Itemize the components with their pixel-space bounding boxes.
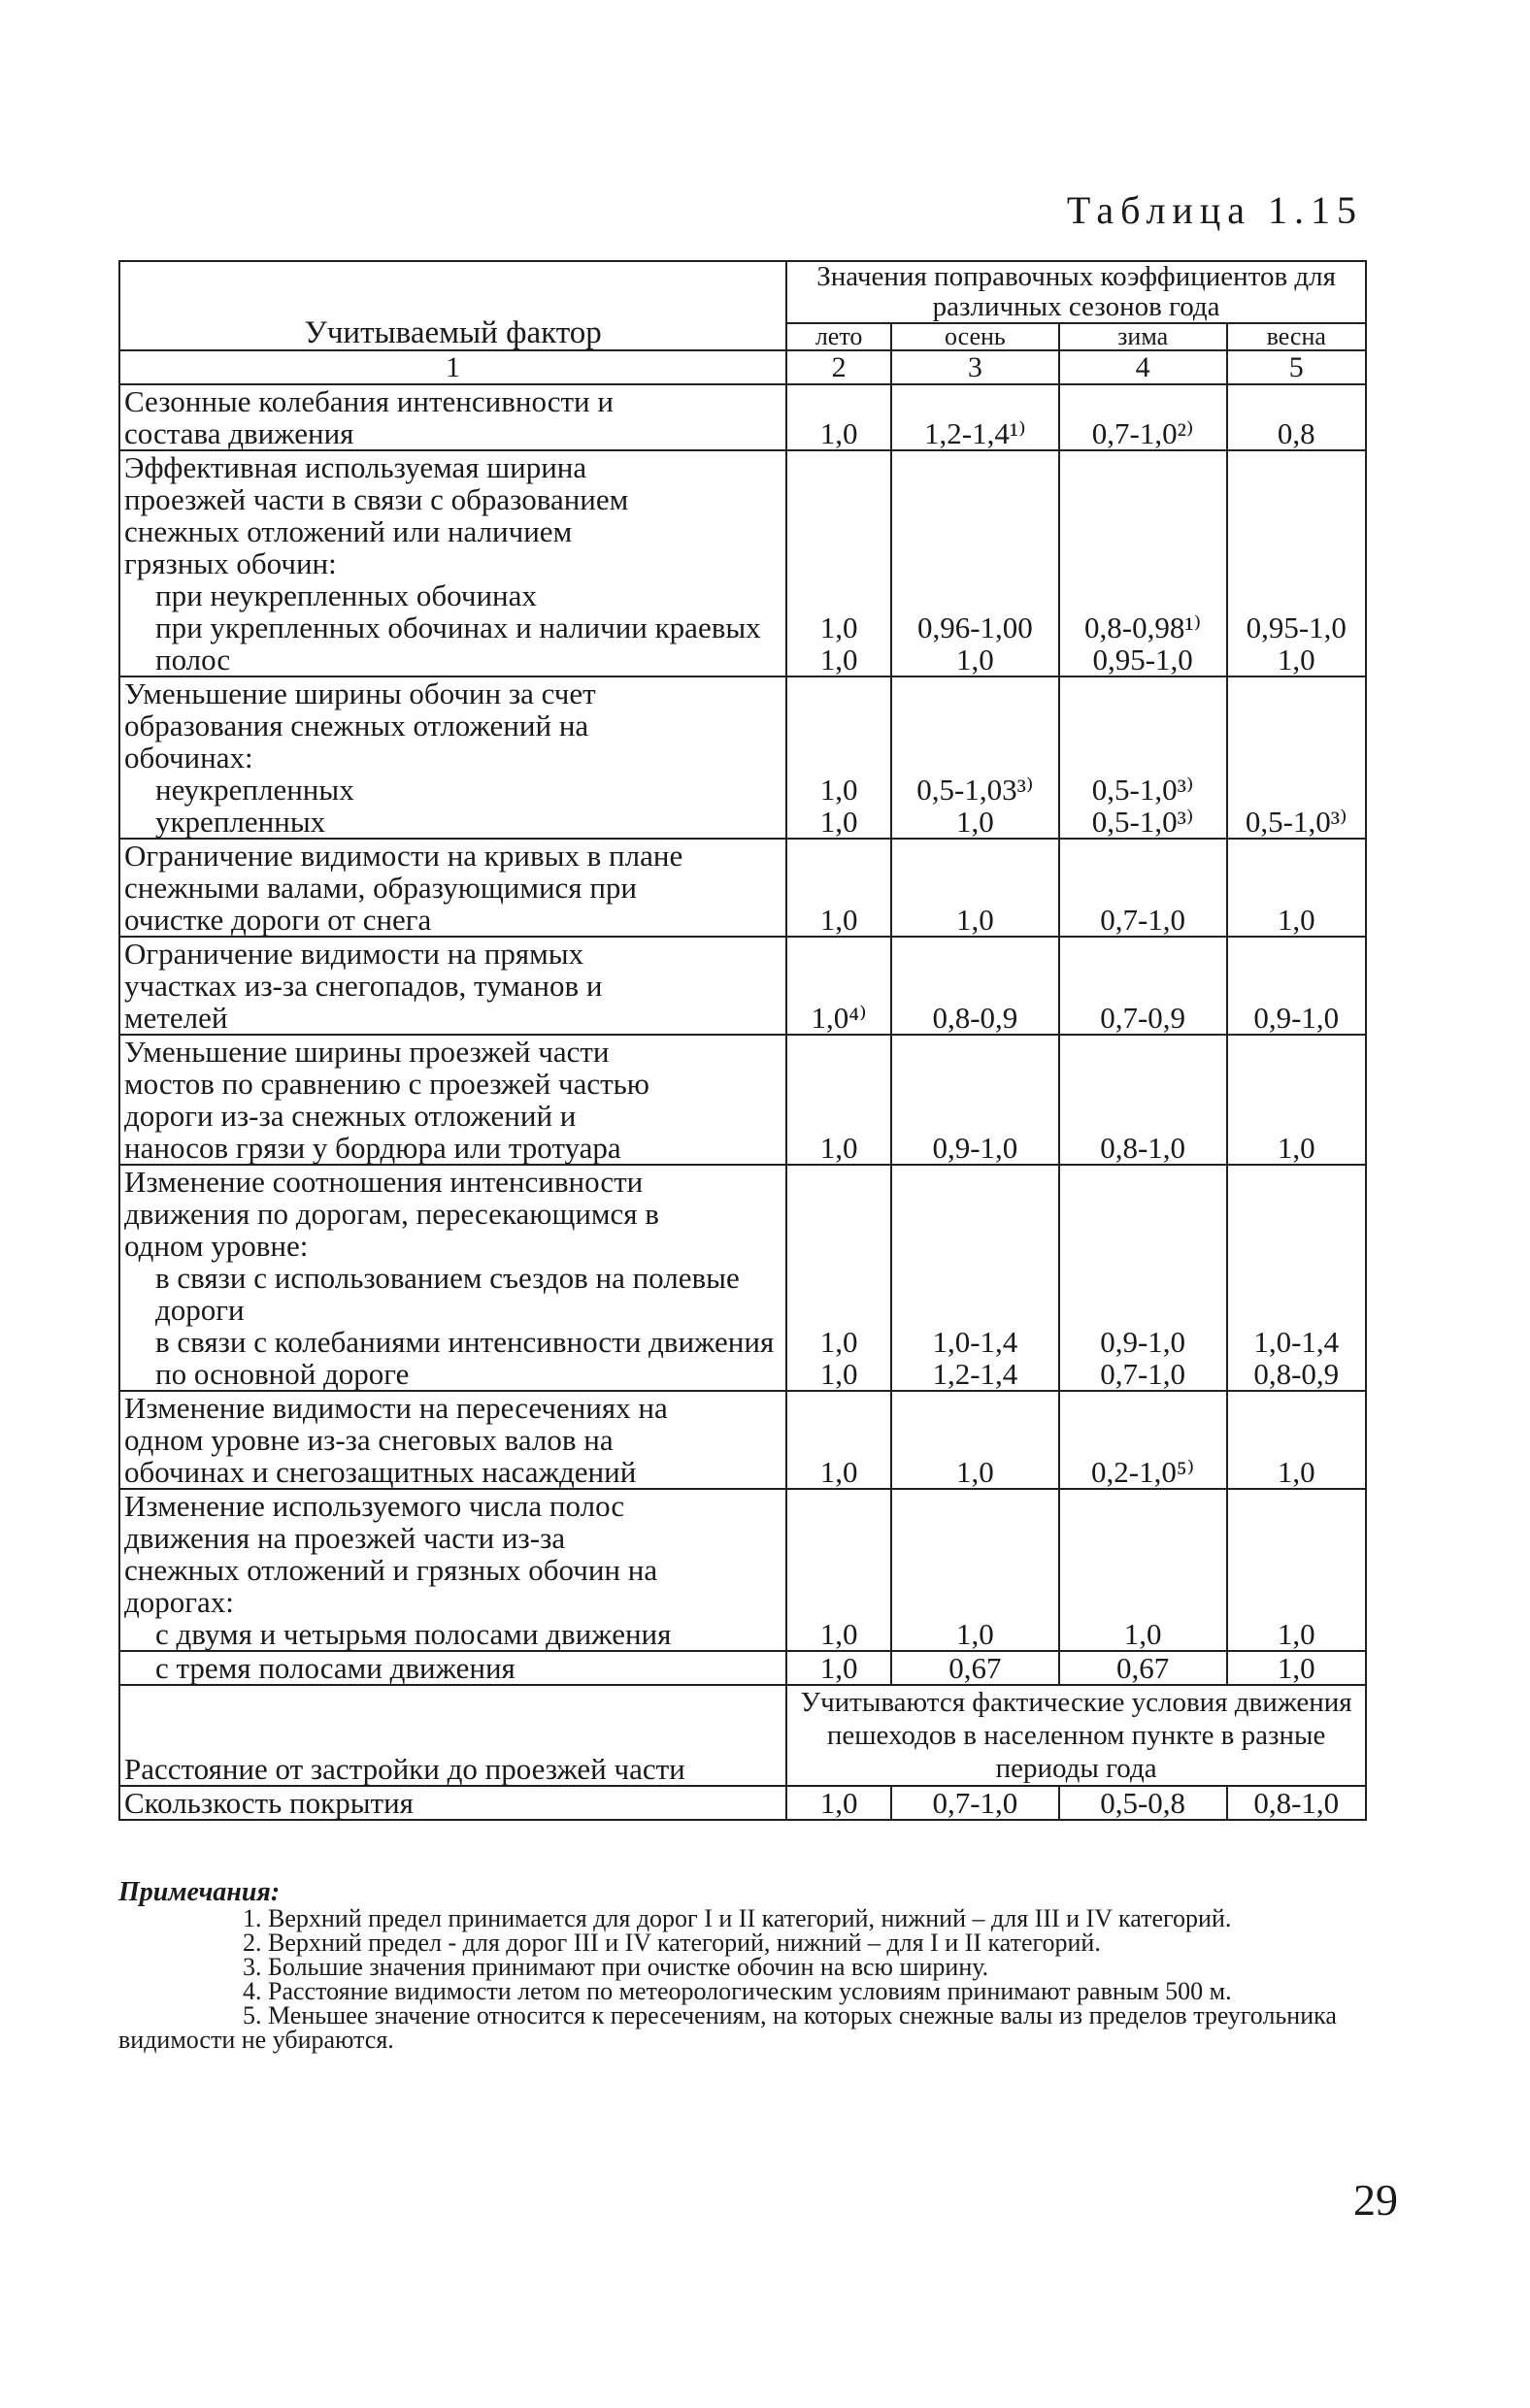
value-cell: 0,67 [891,1651,1059,1685]
value: 1,2-1,4¹⁾ [924,416,1026,450]
value-cell [891,1035,1059,1165]
value-cell [891,1489,1059,1651]
value: 1,0 [956,643,994,676]
factor-line: Ограничение видимости на кривых в плане [124,839,683,873]
factor-cell [119,839,786,937]
value: 0,7-1,0²⁾ [1091,416,1194,450]
header-season-group: Значения поправочных коэффициентов для различных сезонов года [786,261,1366,323]
value: 0,8 [1277,416,1315,450]
factor-subline: состава движения [124,416,354,450]
col-number-1: 1 [119,350,786,384]
factor-line: Уменьшение ширины проезжей части [124,1035,610,1069]
value: 1,0 [819,416,858,450]
value-cell [1227,676,1366,839]
value: 1,0-1,4 [932,1325,1018,1359]
value: 0,5-1,0³⁾ [1091,773,1194,807]
value: 1,0 [1123,1617,1162,1651]
factor-cell [119,1165,786,1391]
value-cell [786,937,891,1035]
table-row [119,1685,1366,1786]
value: 1,0 [819,1325,858,1359]
factor-line: снежных отложений или наличием [124,514,573,548]
factor-line: образования снежных отложений на [124,709,589,742]
value-cell [1059,676,1227,839]
value-cell [786,1165,891,1391]
value-cell: 0,5-0,8 [1059,1786,1227,1820]
factor-cell: Расстояние от застройки до проезжей части [119,1685,786,1786]
value: 0,7-1,0 [1100,1357,1186,1391]
factor-line: движения по дорогам, пересекающимся в [124,1197,659,1231]
factor-subline: неукрепленных [155,773,354,807]
value: 1,0 [819,1455,858,1489]
season-spring: весна [1227,323,1366,350]
factor-subline: метелей [124,1001,228,1035]
value: 1,0 [819,773,858,807]
value: 1,0 [1277,1131,1315,1165]
value: 0,9-1,0 [1100,1325,1186,1359]
header-row [119,261,1366,323]
value-cell [891,1391,1059,1489]
value-cell [1059,839,1227,937]
value: 1,2-1,4 [932,1357,1018,1391]
value-cell [1059,1165,1227,1391]
value: 0,9-1,0 [932,1131,1018,1165]
notes [118,1877,1371,2054]
note-3: 3. Большие значения принимают при очистке обочин на всю ширину. [243,1953,989,1981]
note-4: 4. Расстояние видимости летом по метеорологическим условиям принимают равным 500 м. [243,1977,1232,2005]
factor-line: снежных отложений и грязных обочин на [124,1553,658,1587]
table-row [119,676,1366,839]
value-cell [891,384,1059,450]
value-cell [1059,1489,1227,1651]
factor-cell [119,1035,786,1165]
value-cell [891,450,1059,676]
value: 1,0 [956,1617,994,1651]
factor-line: Изменение соотношения интенсивности [124,1165,644,1199]
factor-subline: при неукрепленных обочинах [155,578,537,612]
value-cell [786,450,891,676]
note-2: 2. Верхний предел - для дорог III и IV категорий, нижний – для I и II категорий. [243,1929,1101,1957]
value-cell: 0,67 [1059,1651,1227,1685]
table-row [119,1035,1366,1165]
table-row [119,1391,1366,1489]
value: 0,95-1,0 [1092,643,1193,676]
table-row [119,1786,1366,1820]
factor-cell [119,1651,786,1685]
value-cell [1227,1035,1366,1165]
value: 1,0 [819,643,858,676]
factor-line: Изменение используемого числа полос [124,1489,625,1523]
value-cell [1227,839,1366,937]
value: 1,0 [956,805,994,839]
season-autumn: осень [891,323,1059,350]
column-number-row [119,350,1366,384]
value: 1,0 [819,610,858,644]
page-number: 29 [1353,2175,1398,2225]
value-cell [1227,1391,1366,1489]
factor-line: грязных обочин: [124,546,337,580]
value-cell: 1,0 [1227,1651,1366,1685]
value: 1,0 [1277,903,1315,937]
table-row [119,384,1366,450]
value-cell [1059,450,1227,676]
value: 1,0 [956,1455,994,1489]
value-cell [1059,937,1227,1035]
table-row [119,450,1366,676]
factor-cell: Скользкость покрытия [119,1786,786,1820]
value-cell [1227,1165,1366,1391]
value: 0,5-1,0³⁾ [1245,805,1347,839]
factor-line: дороги из-за снежных отложений и [124,1099,577,1133]
col-number-3: 3 [891,350,1059,384]
note-1: 1. Верхний предел принимается для дорог I и II категорий, нижний – для III и IV категорий. [243,1904,1232,1932]
note-5: 5. Меньшее значение относится к пересечениям, на которых снежные валы из пределов треугольника видимости не убираются. [118,2001,1337,2054]
value: 1,0 [819,805,858,839]
factor-line: движения на проезжей части из-за [124,1521,566,1555]
factor-line: участках из-за снегопадов, туманов и [124,969,603,1003]
table-row [119,1489,1366,1651]
factor-subline: наносов грязи у бордюра или тротуара [124,1131,621,1165]
factor-subline: в связи с использованием съездов на полевые дороги [155,1261,740,1327]
factor-line: снежными валами, образующимися при [124,871,637,905]
value: 0,9-1,0 [1253,1001,1340,1035]
value-cell [1059,1035,1227,1165]
factor-cell [119,450,786,676]
value-cell [786,839,891,937]
value-cell: 0,8-1,0 [1227,1786,1366,1820]
factor-cell [119,384,786,450]
value-cell [891,1165,1059,1391]
value-cell [891,839,1059,937]
value-cell: 0,7-1,0 [891,1786,1059,1820]
factor-cell [119,1489,786,1651]
factor-subline: с тремя полосами движения [155,1651,516,1685]
value-cell [786,384,891,450]
value-cell [786,1035,891,1165]
factor-line: мостов по сравнению с проезжей частью [124,1067,649,1101]
value-cell [1227,384,1366,450]
factor-line: Ограничение видимости на прямых [124,937,584,971]
factor-line: проезжей части в связи с образованием [124,482,629,516]
value: 0,95-1,0 [1246,610,1347,644]
factor-line: одном уровне: [124,1229,309,1263]
value-cell [1059,1391,1227,1489]
value-cell [786,1391,891,1489]
value: 1,0 [1277,1617,1315,1651]
value-cell: 1,0 [786,1786,891,1820]
value-cell [1227,937,1366,1035]
col-number-2: 2 [786,350,891,384]
factor-subline: с двумя и четырьмя полосами движения [155,1617,672,1651]
value-cell [1227,1489,1366,1651]
factor-cell [119,676,786,839]
factor-subline: обочинах и снегозащитных насаждений [124,1455,637,1489]
value: 0,8-0,98¹⁾ [1084,610,1202,644]
factor-subline: укрепленных [155,805,326,839]
factor-cell [119,937,786,1035]
factor-line: Изменение видимости на пересечениях на [124,1391,668,1425]
value: 0,96-1,00 [916,610,1033,644]
value: 0,7-1,0 [1100,903,1186,937]
value: 0,5-1,0³⁾ [1091,805,1194,839]
value: 0,8-0,9 [1253,1357,1340,1391]
col-number-5: 5 [1227,350,1366,384]
notes-title: Примечания: [118,1877,281,1907]
factor-cell [119,1391,786,1489]
season-summer: лето [786,323,891,350]
value-cell [786,1489,891,1651]
value: 0,8-1,0 [1100,1131,1186,1165]
value: 1,0 [819,903,858,937]
value-cell [1059,384,1227,450]
factor-line: дорогах: [124,1585,234,1619]
value-cell [891,937,1059,1035]
value-cell: 1,0 [786,1651,891,1685]
factor-subline: в связи с колебаниями интенсивности движения по основной дороге [155,1325,775,1391]
factor-line: обочинах: [124,741,253,775]
value: 0,8-0,9 [932,1001,1018,1035]
value: 1,0 [819,1617,858,1651]
table-row [119,1165,1366,1391]
factor-line: Уменьшение ширины обочин за счет [124,676,596,710]
table-row [119,839,1366,937]
value: 1,0⁴⁾ [811,1001,867,1035]
value: 0,7-0,9 [1100,1001,1186,1035]
value-cell [1227,450,1366,676]
factor-line: Сезонные колебания интенсивности и [124,384,614,418]
coefficients-table [118,260,1367,1821]
table-row [119,1651,1366,1685]
value-cell [786,676,891,839]
value: 0,5-1,03³⁾ [916,773,1034,807]
value: 1,0 [819,1131,858,1165]
table-row [119,937,1366,1035]
value: 1,0-1,4 [1253,1325,1340,1359]
value: 1,0 [956,903,994,937]
value: 1,0 [819,1357,858,1391]
merged-note-cell: Учитываются фактические условия движения пешеходов в населенном пункте в разные периоды года [786,1685,1366,1786]
col-number-4: 4 [1059,350,1227,384]
value: 1,0 [1277,1455,1315,1489]
header-factor: Учитываемый фактор [119,261,786,350]
factor-subline: при укрепленных обочинах и наличии краевых полос [155,610,761,676]
value: 0,2-1,0⁵⁾ [1091,1455,1195,1489]
factor-line: Эффективная используемая ширина [124,450,587,484]
table-body [119,261,1366,1820]
factor-line: одном уровне из-за снеговых валов на [124,1423,614,1457]
value: 1,0 [1277,643,1315,676]
value-cell [891,676,1059,839]
factor-subline: очистке дороги от снега [124,903,432,937]
season-winter: зима [1059,323,1227,350]
table-caption: Таблица 1.15 [1066,188,1363,232]
